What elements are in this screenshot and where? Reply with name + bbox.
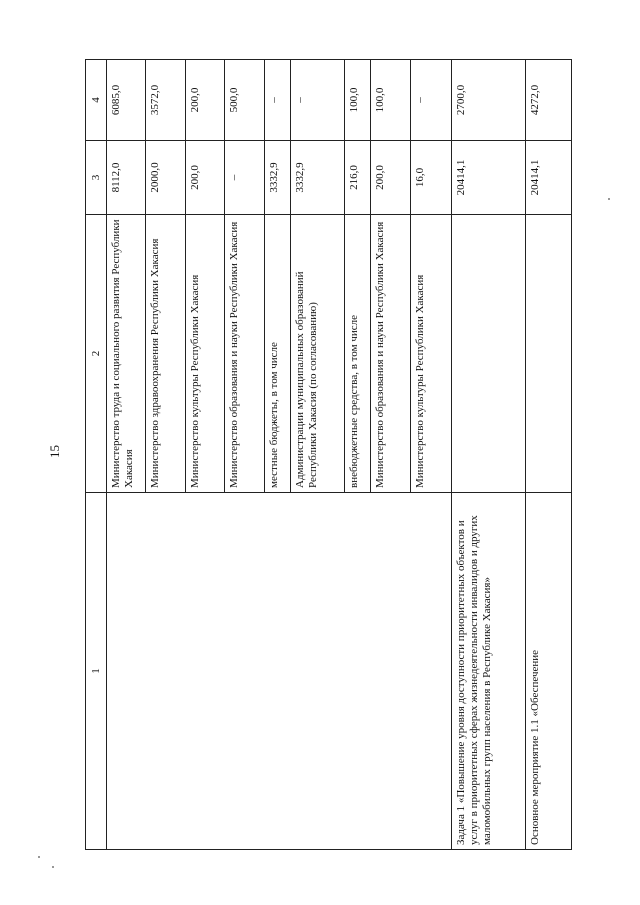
source-cell: Министерство образования и науки Республики Хакасия — [371, 215, 411, 493]
column-header: 2 — [86, 215, 107, 493]
page-number: 15 — [47, 445, 62, 458]
value-cell: 216,0 — [345, 141, 371, 215]
empty-cell — [107, 493, 452, 850]
task-cell: Задача 1 «Повышение уровня доступности приоритетных объектов и услуг в приоритетных сферах жизнедеятельности инвалидов и других маломобильных групп населения в Республике Хакасия» — [452, 493, 526, 850]
source-cell: Администрации муниципальных образований Республики Хакасия (по согласованию) — [291, 215, 345, 493]
task-cell: Основное мероприятие 1.1 «Обеспечение — [526, 493, 572, 850]
column-header: 3 — [86, 141, 107, 215]
source-cell: Министерство культуры Республики Хакасия — [186, 215, 225, 493]
value-cell: – — [291, 60, 345, 141]
value-cell: 500,0 — [225, 60, 265, 141]
value-cell: 4272,0 — [526, 60, 572, 141]
value-cell: 3572,0 — [146, 60, 186, 141]
value-cell: – — [225, 141, 265, 215]
table-header-row — [86, 60, 107, 850]
value-cell: 20414,1 — [526, 141, 572, 215]
table-row — [452, 60, 526, 850]
scan-mark — [38, 856, 40, 858]
value-cell: – — [411, 60, 452, 141]
source-cell — [452, 215, 526, 493]
value-cell: 100,0 — [371, 60, 411, 141]
budget-table — [85, 59, 572, 850]
value-cell: 200,0 — [371, 141, 411, 215]
value-cell: 100,0 — [345, 60, 371, 141]
scan-mark — [608, 198, 610, 200]
table-row — [107, 60, 146, 850]
scan-mark — [52, 866, 54, 868]
rotated-table-page — [85, 60, 585, 850]
source-cell — [526, 215, 572, 493]
value-cell: 16,0 — [411, 141, 452, 215]
value-cell: 20414,1 — [452, 141, 526, 215]
source-cell: внебюджетные средства, в том числе — [345, 215, 371, 493]
value-cell: 6085,0 — [107, 60, 146, 141]
source-cell: Министерство образования и науки Республики Хакасия — [225, 215, 265, 493]
table-row — [526, 60, 572, 850]
value-cell: 3332,9 — [291, 141, 345, 215]
value-cell: 200,0 — [186, 141, 225, 215]
source-cell: Министерство труда и социального развития Республики Хакасия — [107, 215, 146, 493]
source-cell: Министерство здравоохранения Республики Хакасия — [146, 215, 186, 493]
column-header: 4 — [86, 60, 107, 141]
value-cell: 200,0 — [186, 60, 225, 141]
column-header: 1 — [86, 493, 107, 850]
value-cell: 3332,9 — [265, 141, 291, 215]
value-cell: 8112,0 — [107, 141, 146, 215]
value-cell: – — [265, 60, 291, 141]
source-cell: местные бюджеты, в том числе — [265, 215, 291, 493]
source-cell: Министерство культуры Республики Хакасия — [411, 215, 452, 493]
value-cell: 2000,0 — [146, 141, 186, 215]
value-cell: 2700,0 — [452, 60, 526, 141]
